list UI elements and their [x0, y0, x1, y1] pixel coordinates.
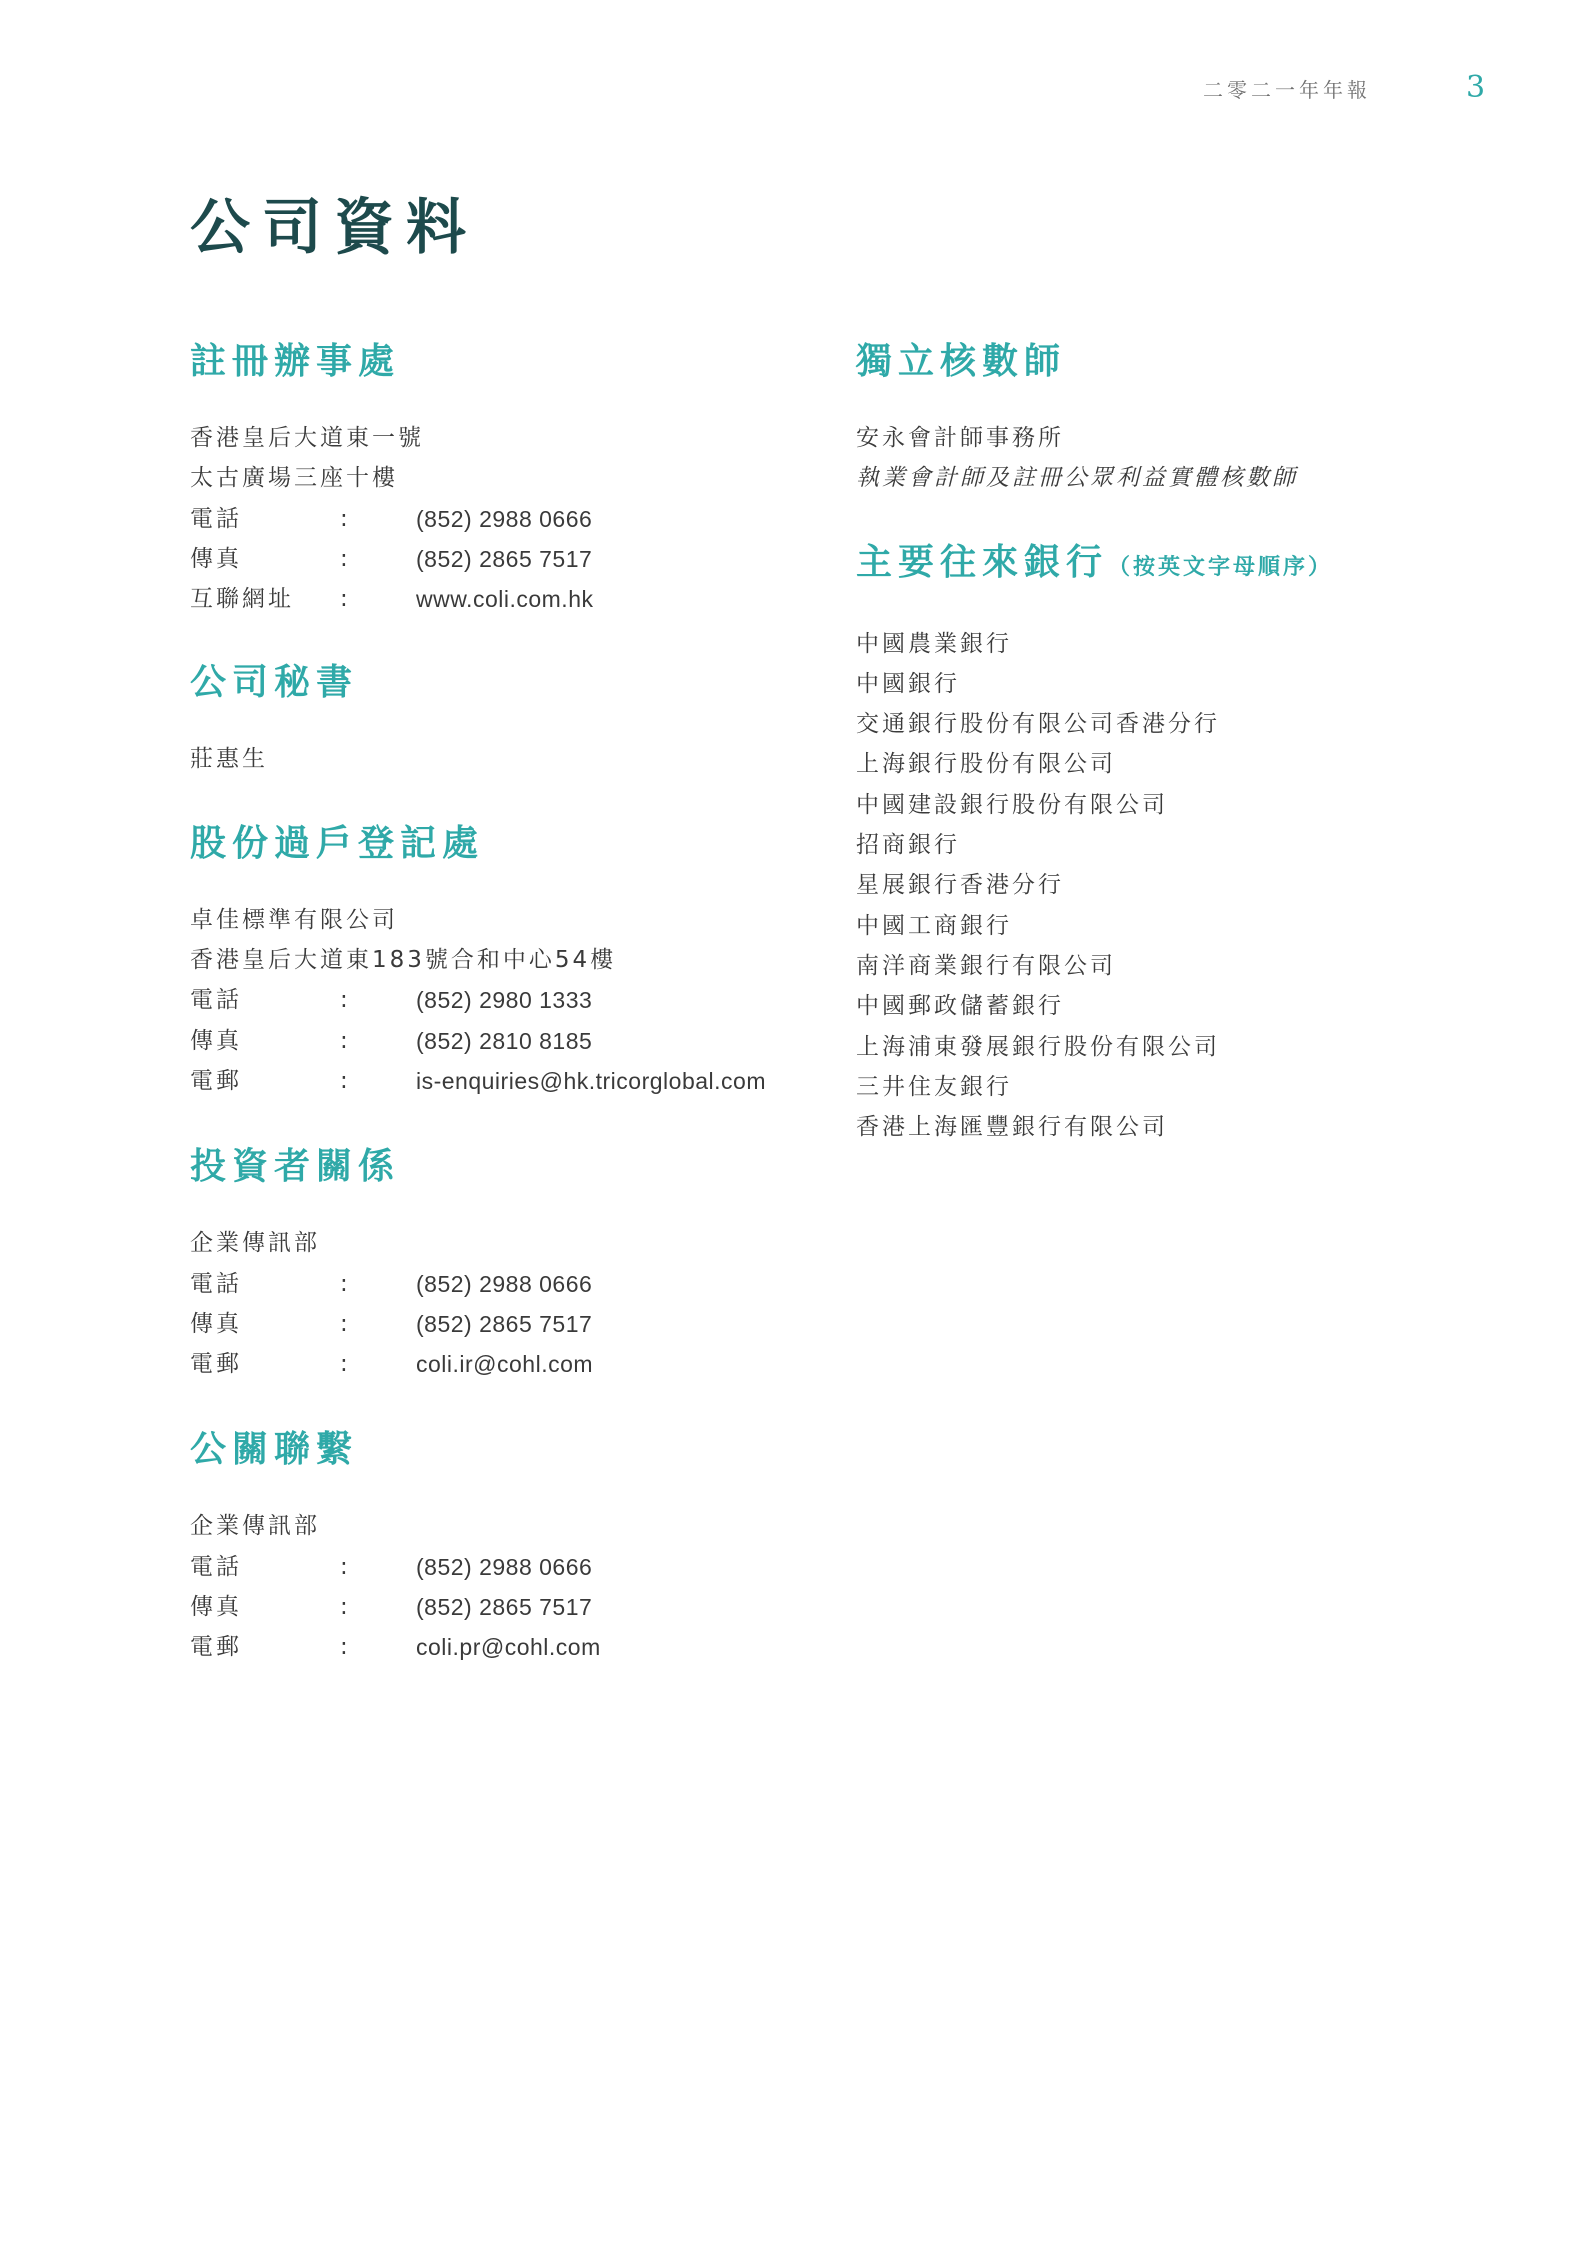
banks-heading [856, 537, 1496, 594]
investor-relations-heading: 投資者關係 [190, 1146, 401, 1188]
contact-row [190, 1344, 830, 1384]
contact-value: (852) 2980 1333 [416, 987, 593, 1014]
page-title: 公司資料 [190, 193, 478, 263]
contact-colon: : [340, 987, 348, 1014]
contact-colon: : [340, 545, 348, 572]
contact-colon: : [340, 1594, 348, 1621]
contact-label: 傳真 [190, 1594, 242, 1621]
contact-label: 電話 [190, 1553, 242, 1580]
contact-value: (852) 2865 7517 [416, 1594, 593, 1621]
contact-row [190, 1587, 830, 1627]
address-line: 香港皇后大道東一號 [190, 425, 424, 451]
auditor-name: 安永會計師事務所 [856, 425, 1064, 451]
contact-label: 電郵 [190, 1634, 242, 1661]
contact-colon: : [340, 1270, 348, 1297]
department: 企業傳訊部 [190, 1513, 320, 1540]
email-link[interactable]: is-enquiries@hk.tricorglobal.com [416, 1067, 766, 1094]
right-column [856, 336, 1496, 1147]
bank-item: 上海銀行股份有限公司 [856, 751, 1116, 778]
contact-label: 傳真 [190, 1027, 242, 1054]
page-number: 3 [1466, 70, 1486, 105]
contact-colon: : [340, 1634, 348, 1661]
left-column [190, 336, 830, 1668]
email-link[interactable]: coli.ir@cohl.com [416, 1351, 594, 1378]
contact-row [190, 539, 830, 579]
company-secretary-heading: 公司秘書 [190, 662, 359, 704]
address-line: 太古廣場三座十樓 [190, 465, 398, 492]
contact-colon: : [340, 1067, 348, 1094]
bank-item: 中國建設銀行股份有限公司 [856, 791, 1168, 818]
contact-value: (852) 2988 0666 [416, 1553, 593, 1580]
bank-item: 中國銀行 [856, 670, 960, 697]
contact-value: (852) 2810 8185 [416, 1027, 593, 1054]
contact-colon: : [340, 1310, 348, 1337]
contact-value: (852) 2865 7517 [416, 545, 593, 572]
bank-item: 南洋商業銀行有限公司 [856, 952, 1116, 979]
contact-label: 電話 [190, 1270, 242, 1297]
contact-label: 電郵 [190, 1067, 242, 1094]
contact-colon: : [340, 1351, 348, 1378]
bank-item: 三井住友銀行 [856, 1073, 1012, 1100]
bank-item: 招商銀行 [856, 832, 960, 859]
auditor-heading: 獨立核數師 [856, 341, 1067, 382]
contact-row [190, 579, 830, 619]
contact-label: 互聯網址 [190, 586, 294, 613]
department: 企業傳訊部 [190, 1230, 320, 1257]
contact-row [190, 980, 830, 1020]
report-label: 二零二一年年報 [1203, 78, 1371, 102]
contact-row [190, 1264, 830, 1304]
contact-row [190, 1304, 830, 1344]
contact-value: (852) 2988 0666 [416, 505, 593, 532]
contact-row [190, 499, 830, 539]
contact-colon: : [340, 1027, 348, 1054]
public-relations-heading: 公關聯繫 [190, 1429, 359, 1471]
contact-row [190, 1021, 830, 1061]
bank-item: 中國工商銀行 [856, 912, 1012, 939]
contact-value: (852) 2988 0666 [416, 1270, 593, 1297]
banks-heading-note: （按英文字母順序） [1108, 554, 1334, 580]
contact-colon: : [340, 1553, 348, 1580]
bank-item: 香港上海匯豐銀行有限公司 [856, 1114, 1168, 1141]
bank-item: 星展銀行香港分行 [856, 872, 1064, 899]
bank-item: 中國農業銀行 [856, 630, 1012, 657]
contact-label: 傳真 [190, 1310, 242, 1337]
registrar-line: 卓佳標準有限公司 [190, 906, 398, 933]
contact-value: (852) 2865 7517 [416, 1310, 593, 1337]
contact-colon: : [340, 505, 348, 532]
contact-row [190, 1547, 830, 1587]
registrar-line: 香港皇后大道東183號合和中心54樓 [190, 947, 617, 974]
bank-item: 中國郵政儲蓄銀行 [856, 993, 1064, 1020]
contact-label: 電話 [190, 505, 242, 532]
email-link[interactable]: coli.pr@cohl.com [416, 1634, 601, 1661]
bank-item: 交通銀行股份有限公司香港分行 [856, 711, 1220, 738]
contact-row [190, 1061, 830, 1101]
share-registrar-heading: 股份過戶登記處 [190, 822, 485, 864]
contact-row [190, 1627, 830, 1667]
registered-office-heading: 註冊辦事處 [190, 341, 401, 382]
banks-heading-title: 主要往來銀行 [856, 541, 1109, 583]
secretary-name: 莊惠生 [190, 746, 268, 773]
auditor-description: 執業會計師及註冊公眾利益實體核數師 [856, 465, 1298, 492]
contact-label: 傳真 [190, 545, 242, 572]
contact-label: 電郵 [190, 1351, 242, 1378]
contact-colon: : [340, 586, 348, 613]
website-link[interactable]: www.coli.com.hk [416, 586, 594, 613]
bank-item: 上海浦東發展銀行股份有限公司 [856, 1033, 1220, 1060]
contact-label: 電話 [190, 987, 242, 1014]
